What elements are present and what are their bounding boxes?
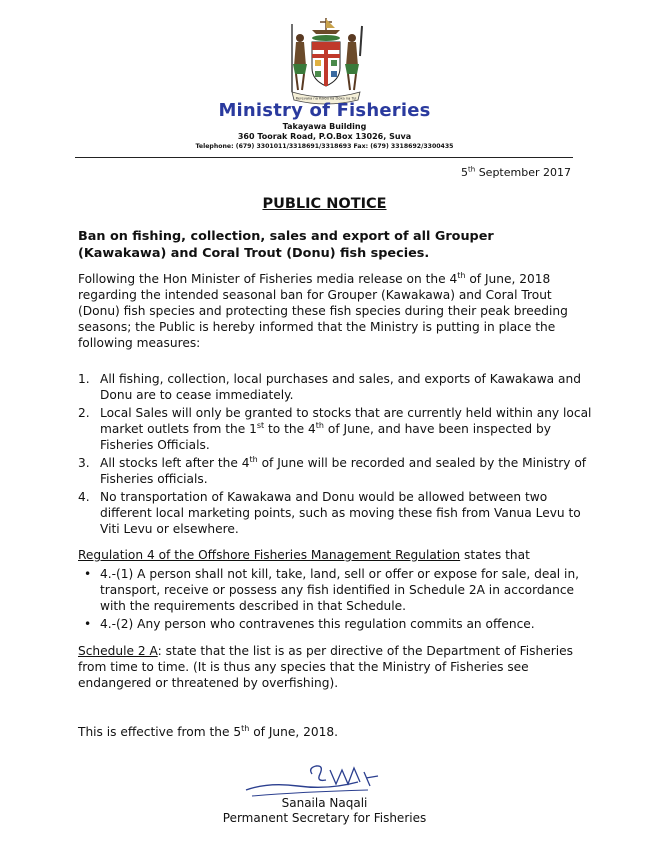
regulation-intro: Regulation 4 of the Offshore Fisheries Management Regulation states that	[78, 548, 530, 562]
signer-name: Sanaila Naqali	[281, 796, 368, 810]
effective-date: This is effective from the 5th of June, 2018.	[78, 723, 339, 739]
fiji-coat-of-arms-icon	[280, 16, 372, 106]
ministry-name: Ministry of Fisheries	[218, 100, 431, 121]
postal-address: 360 Toorak Road, P.O.Box 13026, Suva	[237, 132, 412, 141]
contact-numbers: Telephone: (679) 3301011/3318691/3318693 Fax: (679) 3318692/3300435	[195, 143, 454, 150]
regulation-reference: Regulation 4 of the Offshore Fisheries Management Regulation	[78, 548, 461, 562]
intro-paragraph: Following the Hon Minister of Fisheries media release on the 4th of June, 2018 regarding the intended seasonal ban for Grouper (Kawakawa) and Coral Trout (Donu) fish species and protecting these fish species during their peak breeding seasons; the Public is hereby informed that the Ministry is putting in place the following measures:	[78, 270, 568, 350]
list-item: 2. Local Sales will only be granted to stocks that are currently held within any local market outlets from the 1st to the 4th of June, and have been inspected by Fisheries Officials.	[78, 406, 592, 452]
header-divider	[75, 157, 573, 158]
list-item: 3. All stocks left after the 4th of June will be recorded and sealed by the Ministry of Fisheries officials.	[78, 454, 587, 486]
list-item: • 4.-(2) Any person who contravenes this regulation commits an offence.	[84, 617, 535, 631]
schedule-reference: Schedule 2 A	[78, 644, 158, 658]
crest-motto: Rerevaka na Kalou ka Doka na Tui	[295, 96, 357, 101]
list-item: • 4.-(1) A person shall not kill, take, land, sell or offer or expose for sale, deal in, transport, receive or possess any fish identified in Schedule 2A in accordance with the requirements described in that Schedule.	[84, 567, 580, 613]
notice-date: 5th September 2017	[461, 165, 571, 179]
notice-heading: Ban on fishing, collection, sales and export of all Grouper (Kawakawa) and Coral Trout (Donu) fish species.	[78, 229, 494, 261]
measures-list	[78, 371, 600, 539]
list-item: 4. No transportation of Kawakawa and Donu would be allowed between two different local marketing points, such as moving these fish from Vanua Levu to Viti Levu or elsewhere.	[78, 490, 581, 536]
building-name: Takayawa Building	[282, 122, 367, 131]
signer-title: Permanent Secretary for Fisheries	[222, 811, 427, 825]
list-item: 1. All fishing, collection, local purchases and sales, and exports of Kawakawa and Donu are to cease immediately.	[78, 372, 581, 402]
regulation-list	[78, 566, 600, 634]
notice-title: PUBLIC NOTICE	[262, 196, 387, 212]
schedule-paragraph: Schedule 2 A: state that the list is as per directive of the Department of Fisheries from time to time. (It is thus any species that the Ministry of Fisheries see endangered or threatened by overfishing).	[78, 644, 573, 690]
